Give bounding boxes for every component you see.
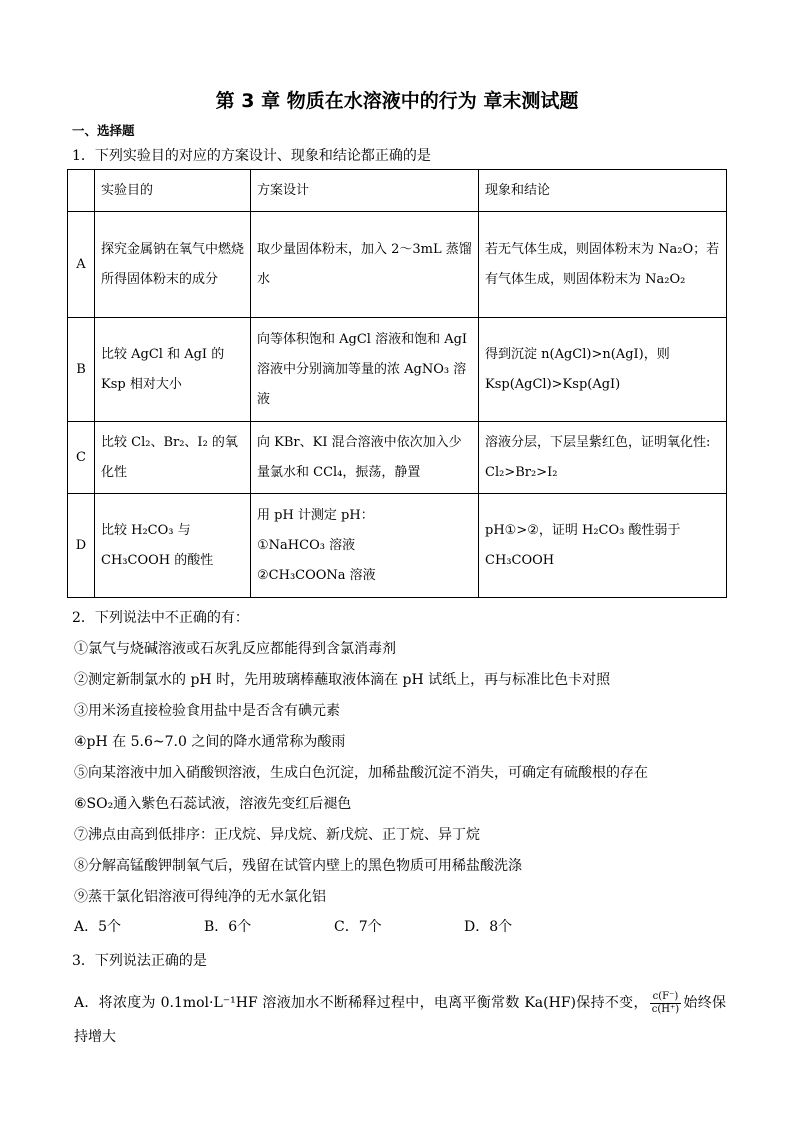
table-header-cell: 现象和结论 xyxy=(479,170,727,212)
design-cell: 用 pH 计测定 pH： ①NaHCO₃ 溶液 ②CH₃COONa 溶液 xyxy=(251,494,479,598)
purpose-cell: 比较 Cl₂、Br₂、I₂ 的氧化性 xyxy=(95,422,251,494)
statement-item: ②测定新制氯水的 pH 时，先用玻璃棒蘸取液体滴在 pH 试纸上，再与标准比色卡对照 xyxy=(74,672,611,688)
question-1-table xyxy=(67,169,727,598)
row-label: C xyxy=(68,422,95,494)
ion-ratio-fraction xyxy=(650,991,681,1016)
table-row xyxy=(68,212,727,318)
statement-item: ⑥SO₂通入紫色石蕊试液，溶液先变红后褪色 xyxy=(74,796,352,812)
table-header-cell: 实验目的 xyxy=(95,170,251,212)
fraction-numerator: c(F⁻) xyxy=(650,991,681,1004)
option-a-text-end: 始终保持增大 xyxy=(74,995,727,1045)
page-title: 第 3 章 物质在水溶液中的行为 章末测试题 xyxy=(215,90,579,112)
design-cell: 向 KBr、KI 混合溶液中依次加入少量氯水和 CCl₄，振荡，静置 xyxy=(251,422,479,494)
design-cell: 取少量固体粉末，加入 2～3mL 蒸馏水 xyxy=(251,212,479,318)
design-cell: 向等体积饱和 AgCl 溶液和饱和 AgI 溶液中分别滴加等量的浓 AgNO₃ 溶液 xyxy=(251,318,479,422)
question-2-stem: 2．下列说法中不正确的有： xyxy=(72,610,249,626)
statement-item: ⑦沸点由高到低排序：正戊烷、异戊烷、新戊烷、正丁烷、异丁烷 xyxy=(74,827,480,843)
question-3-stem: 3．下列说法正确的是 xyxy=(72,953,207,969)
question-1-stem: 1．下列实验目的对应的方案设计、现象和结论都正确的是 xyxy=(72,148,431,164)
purpose-cell: 比较 AgCl 和 AgI 的 Ksp 相对大小 xyxy=(95,318,251,422)
purpose-cell: 探究金属钠在氧气中燃烧所得固体粉末的成分 xyxy=(95,212,251,318)
question-3-option-a[interactable] xyxy=(74,986,726,1054)
statement-item: ④pH 在 5.6~7.0 之间的降水通常称为酸雨 xyxy=(74,734,346,750)
choice-a[interactable]: A．5个 xyxy=(74,919,122,935)
choice-d[interactable]: D．8个 xyxy=(464,919,513,935)
result-cell: 得到沉淀 n(AgCl)>n(AgI)，则 Ksp(AgCl)>Ksp(AgI) xyxy=(479,318,727,422)
row-label: D xyxy=(68,494,95,598)
statement-item: ⑨蒸干氯化铝溶液可得纯净的无水氯化铝 xyxy=(74,889,326,905)
section-heading: 一、选择题 xyxy=(72,123,135,138)
table-row xyxy=(68,422,727,494)
result-cell: 溶液分层，下层呈紫红色，证明氧化性: Cl₂>Br₂>I₂ xyxy=(479,422,727,494)
table-row xyxy=(68,318,727,422)
fraction-denominator: c(H⁺) xyxy=(651,1003,680,1015)
table-header-row xyxy=(68,170,727,212)
table-header-cell: 方案设计 xyxy=(251,170,479,212)
choice-b[interactable]: B．6个 xyxy=(204,919,252,935)
row-label: A xyxy=(68,212,95,318)
choice-c[interactable]: C．7个 xyxy=(334,919,382,935)
row-label: B xyxy=(68,318,95,422)
statement-item: ①氯气与烧碱溶液或石灰乳反应都能得到含氯消毒剂 xyxy=(74,641,396,657)
table-header-cell xyxy=(68,170,95,212)
table-row xyxy=(68,494,727,598)
statement-item: ⑧分解高锰酸钾制氧气后，残留在试管内壁上的黑色物质可用稀盐酸洗涤 xyxy=(74,858,522,874)
question-2-choices xyxy=(74,916,594,936)
result-cell: 若无气体生成，则固体粉末为 Na₂O；若有气体生成，则固体粉末为 Na₂O₂ xyxy=(479,212,727,318)
result-cell: pH①>②，证明 H₂CO₃ 酸性弱于 CH₃COOH xyxy=(479,494,727,598)
option-a-text: A．将浓度为 0.1mol·L⁻¹HF 溶液加水不断稀释过程中，电离平衡常数 Ka(HF)保持不变， xyxy=(74,995,648,1011)
statement-item: ⑤向某溶液中加入硝酸钡溶液，生成白色沉淀，加稀盐酸沉淀不消失，可确定有硫酸根的存在 xyxy=(74,765,648,781)
statement-item: ③用米汤直接检验食用盐中是否含有碘元素 xyxy=(74,703,340,719)
purpose-cell: 比较 H₂CO₃ 与 CH₃COOH 的酸性 xyxy=(95,494,251,598)
